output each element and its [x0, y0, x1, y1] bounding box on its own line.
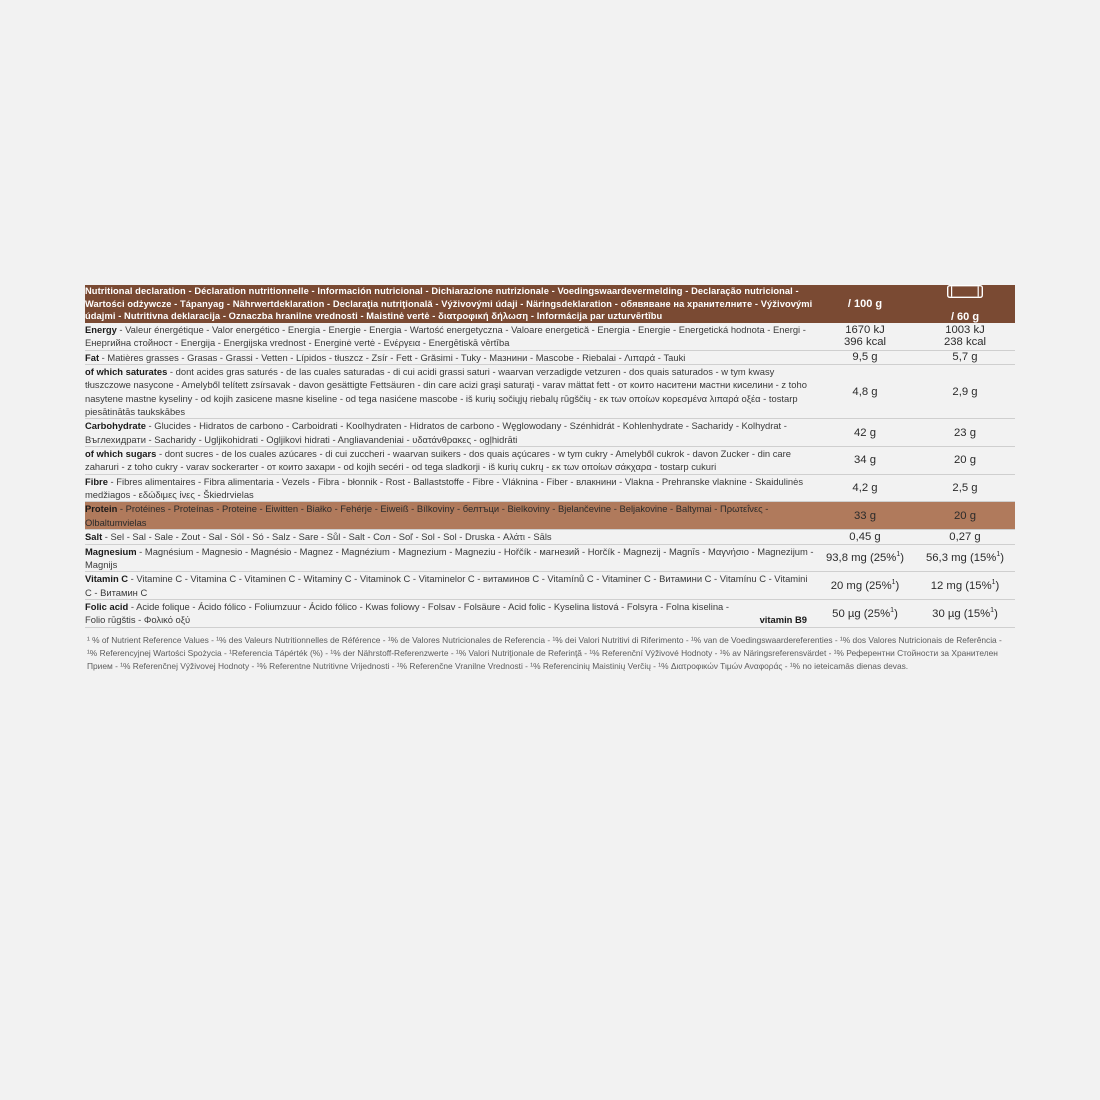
table-row: [85, 544, 1015, 572]
row-label-carbohydrate-rest: - Glucides - Hidratos de carbono - Carboidrati - Koolhydraten - Hidratos de carbono - Węglowodany - Szénhidrát - Kohlenhydrate - Sacharidy - Kolhydrat - Въглехидрати - Sacharidy - Ugljikohidrati - Ogljikovi hidrati - Angliavandeniai - υδατάνθρακες - ogļhidrāti: [85, 420, 787, 445]
value-folic-acid-100g-tail: ): [894, 607, 898, 620]
row-label-vitamin-c: [85, 572, 815, 600]
row-label-protein: [85, 502, 815, 530]
nutritional-declaration-label: Nutritional declaration - Déclaration nutritionnelle - Información nutricional - Dichiarazione nutrizionale - Voedingswaardevermelding - Declaração nutricional - Wartości odżywcze - Tápanyag - Nährwertdeklaration - Declaraţia nutriţională - Výživovými údaji - Näringsdeklaration - обявяване на хранителните - Výživovými údajmi - Nutritivna deklaracija - Oznaczba hranilne vrednosti - Maistinė vertė - διατροφική δήλωση - Informácija par uzturvērtību: [85, 285, 815, 323]
value-energy-60g-kcal: 238 kcal: [943, 336, 987, 349]
table-header-row: [85, 285, 1015, 323]
row-label-energy-rest: - Valeur énergétique - Valor energético - Energia - Energie - Energia - Wartość energetyczna - Valoare energetică - Energia - Energie - Energetická hodnota - Energi - Енергийна стойност - Energija - Energijska vrednost - Energinė vertė - Ενέργεια - Energētiskā vērtība: [85, 324, 806, 349]
row-label-folic-acid-note: vitamin B9: [759, 614, 807, 626]
value-vitamin-c-60g-main: 12 mg (15%: [930, 579, 992, 592]
column-header-100g: [815, 285, 915, 323]
value-folic-acid-60g-sup: 1: [990, 606, 995, 614]
row-label-magnesium: [85, 544, 815, 572]
value-magnesium-60g-main: 56,3 mg (15%: [925, 552, 997, 565]
value-folic-acid-60g-main: 30 µg (15%: [932, 607, 991, 620]
value-energy-100g-kj: 1670 kJ: [845, 324, 885, 337]
value-energy-60g-kj: 1003 kJ: [945, 324, 985, 337]
table-row: [85, 447, 1015, 475]
row-label-sugars-bold: of which sugars: [85, 448, 157, 460]
row-label-energy-bold: Energy: [85, 324, 117, 335]
value-magnesium-60g-tail: ): [1000, 552, 1004, 565]
table-row: [85, 572, 1015, 600]
value-folic-acid-100g-main: 50 µg (25%: [832, 607, 891, 620]
table-row: [85, 365, 1015, 419]
value-protein-100g: 33 g: [815, 502, 915, 530]
column-header-60g-label: / 60 g: [950, 311, 980, 323]
row-label-folic-acid-rest: - Acide folique - Ácido fólico - Foliumzuur - Ácido fólico - Kwas foliowy - Folsav - Folsäure - Acid folic - Kyselina listová - Folsyra - Folna kiselina - Folio rūgštis - Φολικό οξύ: [85, 600, 729, 626]
row-label-carbohydrate-bold: Carbohydrate: [85, 420, 146, 432]
value-vitamin-c-60g: [915, 572, 1015, 600]
row-label-saturates-bold: of which saturates: [85, 366, 168, 378]
value-sugars-60g: 20 g: [915, 447, 1015, 475]
value-magnesium-100g-tail: ): [900, 552, 904, 565]
table-row: [85, 419, 1015, 447]
row-label-fat-rest: - Matières grasses - Grasas - Grassi - Vetten - Lípidos - tłuszcz - Zsír - Fett - Grăsimi - Tuky - Мазнини - Mascobe - Riebalai - Λιπαρά - Tauki: [99, 351, 686, 363]
value-saturates-60g: 2,9 g: [915, 365, 1015, 419]
value-magnesium-60g: [915, 544, 1015, 572]
row-label-fibre-bold: Fibre: [85, 475, 108, 487]
value-folic-acid-100g: [815, 599, 915, 627]
value-magnesium-100g-main: 93,8 mg (25%: [825, 552, 897, 565]
table-row: [85, 323, 1015, 350]
value-vitamin-c-60g-sup: 1: [991, 579, 996, 587]
row-label-salt-rest: - Sel - Sal - Sale - Zout - Sal - Sól - Só - Salz - Sare - Sůl - Salt - Сол - Soľ - Sol - Sol - Druska - Αλάτι - Sāls: [102, 531, 552, 543]
row-label-sugars-rest: - dont sucres - de los cuales azúcares - di cui zuccheri - waarvan suikers - dos quais açúcares - w tym cukry - Amelyből cukrok - davon Zucker - din care zaharuri - z toho cukry - varav sockerarter - от които захари - od kojih secéri - od tega sladkorji - iš kurių cukrų - εκ των οποίων σάκχαρα - tostarp cukuri: [85, 448, 791, 473]
value-fibre-100g: 4,2 g: [815, 474, 915, 502]
bar-package-icon: [915, 285, 1015, 301]
value-sugars-100g: 34 g: [815, 447, 915, 475]
value-magnesium-100g-sup: 1: [896, 551, 901, 559]
value-energy-100g: [815, 323, 915, 350]
value-folic-acid-100g-sup: 1: [890, 606, 895, 614]
value-protein-60g: 20 g: [915, 502, 1015, 530]
value-salt-60g: 0,27 g: [915, 530, 1015, 544]
value-folic-acid-60g-tail: ): [994, 607, 998, 620]
row-label-fat: [85, 350, 815, 364]
table-row: [85, 350, 1015, 364]
row-label-sugars: [85, 447, 815, 475]
row-label-saturates-rest: - dont acides gras saturés - de las cuales saturadas - di cui acidi grassi saturi - waarvan verzadigde vetzuren - dos quais saturados - w tym kwasy tłuszczowe nasycone - Amelyből telített zsírsavak - davon gesättigte Fettsäuren - din care acizi graşi saturaţi - varav mättat fett - от които наситени мастни киселини - z toho nasytene mastne kyseliny - od kojih zasicene masne kiseline - od tega nasićene mascobe - iš kurių sočiųjų riebalų rūgščių - εκ των οποίων κορεσμένα λιπαρά οξέα - tostarp piesātinātās taukskābes: [85, 366, 807, 418]
value-energy-60g: [915, 323, 1015, 350]
row-label-saturates: [85, 365, 815, 419]
value-carbohydrate-100g: 42 g: [815, 419, 915, 447]
row-label-magnesium-bold: Magnesium: [85, 545, 137, 557]
row-label-vitamin-c-rest: - Vitamine C - Vitamina C - Vitaminen C - Witaminy C - Vitaminok C - Vitaminelor C - витаминов C - Vitamínů C - Vitaminer C - Витамини C - Vitamínu C - Vitamini C - Витамин С: [85, 573, 808, 598]
table-row-protein: [85, 502, 1015, 530]
value-vitamin-c-100g-sup: 1: [891, 579, 896, 587]
table-row: [85, 599, 1015, 627]
row-label-energy: [85, 323, 815, 350]
column-header-100g-label: / 100 g: [847, 298, 883, 310]
value-fibre-60g: 2,5 g: [915, 474, 1015, 502]
row-label-carbohydrate: [85, 419, 815, 447]
table-row: [85, 530, 1015, 544]
row-label-folic-acid-bold: Folic acid: [85, 600, 129, 612]
row-label-salt-bold: Salt: [85, 531, 103, 543]
value-fat-100g: 9,5 g: [815, 350, 915, 364]
row-label-fat-bold: Fat: [85, 351, 100, 363]
nutrition-table: [85, 285, 1015, 628]
row-label-folic-acid: [85, 599, 815, 627]
row-label-magnesium-rest: - Magnésium - Magnesio - Magnésio - Magnez - Magnézium - Magnezium - Magneziu - Hořčík - магнезий - Horčík - Magnezij - Magnīs - Μαγνήσιο - Magnezijum - Magnijs: [85, 545, 814, 570]
value-vitamin-c-100g-main: 20 mg (25%: [830, 579, 892, 592]
row-label-salt: [85, 530, 815, 544]
value-vitamin-c-100g-tail: ): [895, 579, 900, 592]
value-carbohydrate-60g: 23 g: [915, 419, 1015, 447]
value-salt-100g: 0,45 g: [815, 530, 915, 544]
value-magnesium-100g: [815, 544, 915, 572]
table-row: [85, 474, 1015, 502]
value-magnesium-60g-sup: 1: [996, 551, 1001, 559]
value-saturates-100g: 4,8 g: [815, 365, 915, 419]
value-fat-60g: 5,7 g: [915, 350, 1015, 364]
column-header-60g: [915, 285, 1015, 323]
value-energy-100g-kcal: 396 kcal: [843, 336, 887, 349]
value-vitamin-c-100g: [815, 572, 915, 600]
nutrient-reference-footnote: ¹ % of Nutrient Reference Values - ¹% des Valeurs Nutritionnelles de Référence - ¹% de Valores Nutricionales de Referencia - ¹% dei Valori Nutritivi di Riferimento - ¹% van de Voedingswaardereferenties - ¹% dos Valores Nutricionais de Referência - ¹% Referencyjnej Wartości Spożycia - ¹Referencia Tápérték (%) - ¹% der Nährstoff-Referenzwerte - ¹% Valori Nutriţionale de Referinţă - ¹% Referenční Výživové Hodnoty - ¹% av Näringsreferensvärdet - ¹% Референтни Стойности за Хранителен Прием - ¹% Referenčnej Výživovej Hodnoty - ¹% Referentne Nutritivne Vrijednosti - ¹% Referenčne Vranilne Vrednosti - ¹% Referencinių Maistinių Verčių - ¹% Διατροφικών Τιμών Αναφοράς - ¹% no ieteicamās dienas devas.: [87, 634, 1002, 671]
value-vitamin-c-60g-tail: ): [995, 579, 1000, 592]
row-label-fibre: [85, 474, 815, 502]
value-folic-acid-60g: [915, 599, 1015, 627]
row-label-protein-bold: Protein: [85, 503, 118, 515]
row-label-vitamin-c-bold: Vitamin C: [85, 573, 129, 585]
row-label-fibre-rest: - Fibres alimentaires - Fibra alimentaria - Vezels - Fibra - błonnik - Rost - Ballaststoffe - Fibre - Vláknina - Fiber - влакнини - Vlakna - Prehranske vlaknine - Skaidulinės medžiagos - εδώδιμες ίνες - Škiedrvielas: [85, 475, 804, 501]
nutrition-panel: [85, 285, 1015, 673]
row-label-protein-rest: - Protéines - Proteínas - Proteine - Eiwitten - Białko - Fehérje - Eiweiß - Bílkoviny - белтъци - Bielkoviny - Bjelančevine - Beljakovine - Baltymai - Πρωτεΐνες - Olbaltumvielas: [85, 503, 769, 528]
